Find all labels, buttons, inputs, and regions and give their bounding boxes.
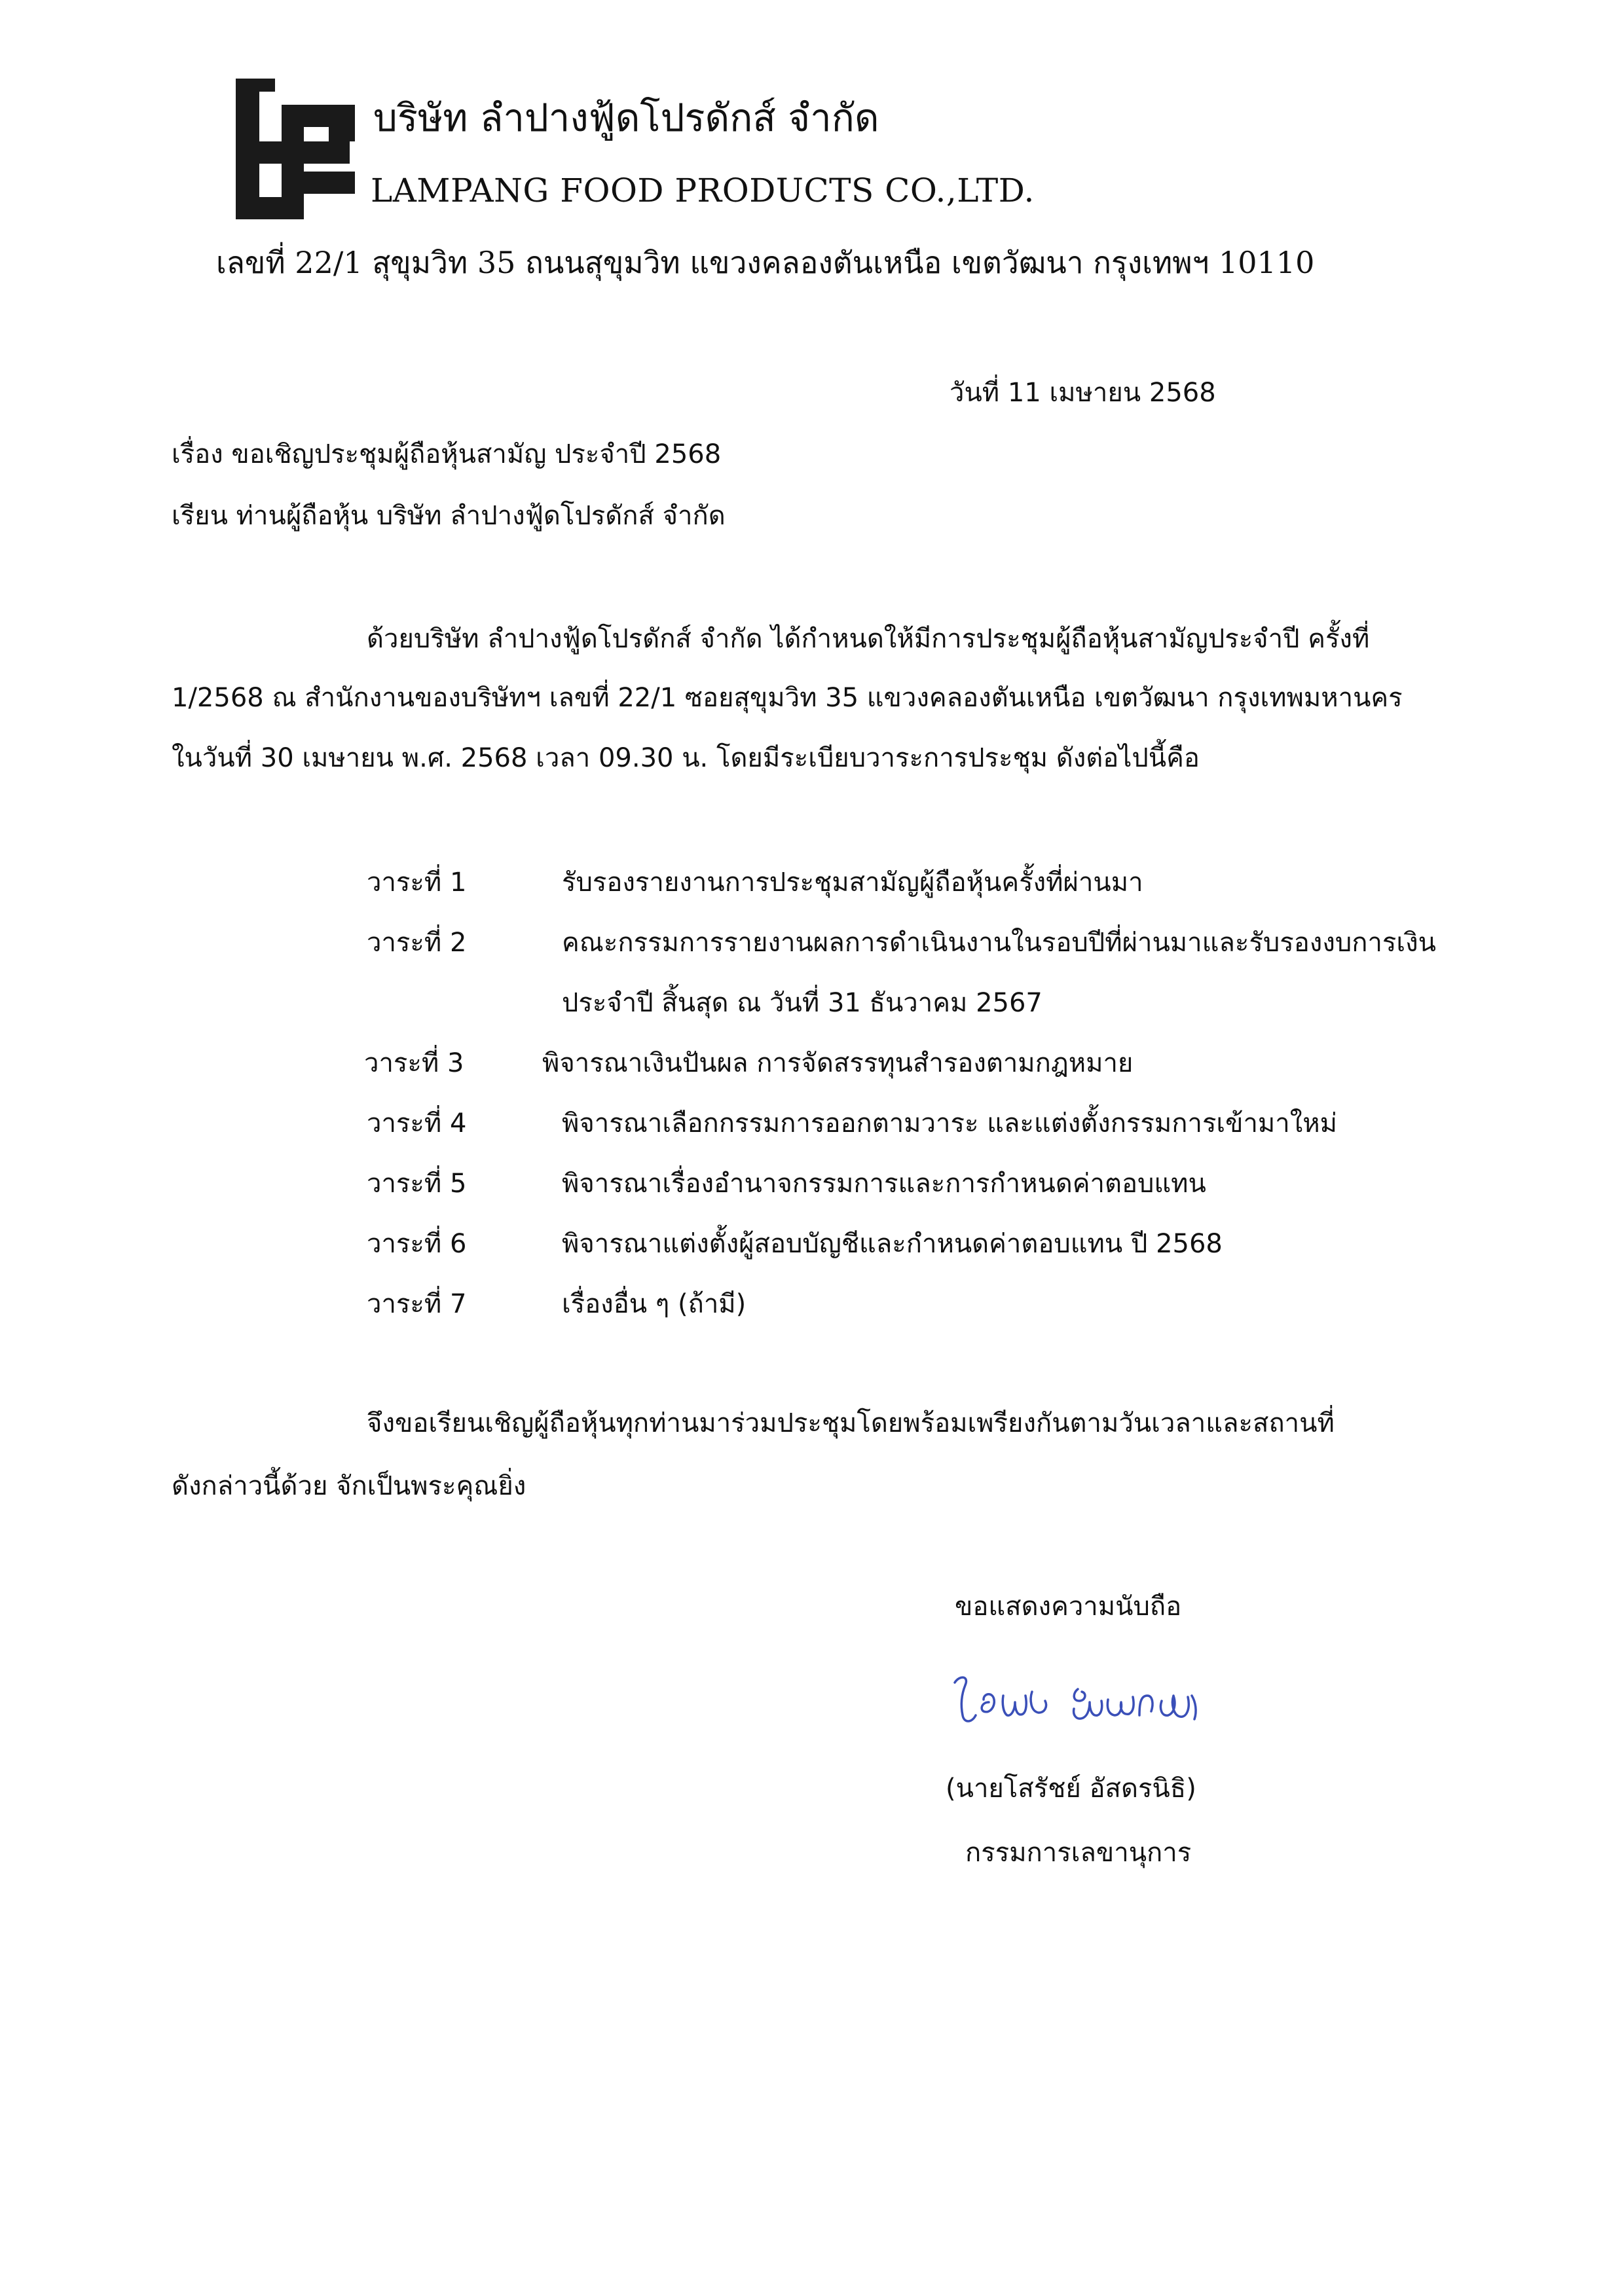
- agenda-description: พิจารณาแต่งตั้งผู้สอบบัญชีและกำหนดค่าตอบแทน ปี 2568: [562, 1229, 1223, 1259]
- signoff: ขอแสดงความนับถือ: [955, 1592, 1182, 1622]
- closing-line: จึงขอเรียนเชิญผู้ถือหุ้นทุกท่านมาร่วมประชุมโดยพร้อมเพรียงกันตามวันเวลาและสถานที่: [367, 1408, 1335, 1438]
- intro-line: 1/2568 ณ สำนักงานของบริษัทฯ เลขที่ 22/1 ซอยสุขุมวิท 35 แขวงคลองตันเหนือ เขตวัฒนา กรุงเทพมหานคร: [172, 683, 1403, 713]
- agenda-description: พิจารณาเลือกกรรมการออกตามวาระ และแต่งตั้งกรรมการเข้ามาใหม่: [562, 1108, 1338, 1139]
- letter-subject: เรื่อง ขอเชิญประชุมผู้ถือหุ้นสามัญ ประจำปี 2568: [172, 439, 722, 469]
- agenda-label: วาระที่ 6: [367, 1229, 467, 1259]
- agenda-description: รับรองรายงานการประชุมสามัญผู้ถือหุ้นครั้งที่ผ่านมา: [562, 867, 1143, 898]
- company-address: เลขที่ 22/1 สุขุมวิท 35 ถนนสุขุมวิท แขวงคลองตันเหนือ เขตวัฒนา กรุงเทพฯ 10110: [216, 245, 1315, 280]
- agenda-label: วาระที่ 4: [367, 1108, 467, 1139]
- agenda-description: พิจารณาเงินปันผล การจัดสรรทุนสำรองตามกฎหมาย: [542, 1048, 1134, 1078]
- closing-line: ดังกล่าวนี้ด้วย จักเป็นพระคุณยิ่ง: [172, 1471, 526, 1501]
- intro-line: ในวันที่ 30 เมษายน พ.ศ. 2568 เวลา 09.30 น. โดยมีระเบียบวาระการประชุม ดังต่อไปนี้คือ: [172, 743, 1200, 773]
- agenda-label: วาระที่ 5: [367, 1169, 467, 1199]
- handwritten-signature: [943, 1663, 1231, 1735]
- agenda-description: คณะกรรมการรายงานผลการดำเนินงานในรอบปีที่ผ่านมาและรับรองงบการเงิน: [562, 928, 1436, 958]
- agenda-description: เรื่องอื่น ๆ (ถ้ามี): [562, 1289, 747, 1319]
- company-name-english: LAMPANG FOOD PRODUCTS CO.,LTD.: [371, 172, 1035, 210]
- signatory-title: กรรมการเลขานุการ: [965, 1838, 1192, 1868]
- agenda-label: วาระที่ 3: [364, 1048, 464, 1078]
- signatory-name: (นายโสรัชย์ อัสดรนิธิ): [946, 1774, 1196, 1804]
- agenda-description: ประจำปี สิ้นสุด ณ วันที่ 31 ธันวาคม 2567: [562, 988, 1043, 1018]
- agenda-label: วาระที่ 1: [367, 867, 467, 898]
- agenda-label: วาระที่ 7: [367, 1289, 467, 1319]
- company-name-thai: บริษัท ลำปางฟู้ดโปรดักส์ จำกัด: [373, 96, 879, 140]
- agenda-description: พิจารณาเรื่องอำนาจกรรมการและการกำหนดค่าตอบแทน: [562, 1169, 1206, 1199]
- intro-line: ด้วยบริษัท ลำปางฟู้ดโปรดักส์ จำกัด ได้กำหนดให้มีการประชุมผู้ถือหุ้นสามัญประจำปี ครั้งที่: [367, 624, 1370, 654]
- letter-recipient: เรียน ท่านผู้ถือหุ้น บริษัท ลำปางฟู้ดโปรดักส์ จำกัด: [172, 501, 726, 531]
- company-logo-icon: [231, 79, 355, 219]
- letter-date: วันที่ 11 เมษายน 2568: [950, 378, 1216, 408]
- agenda-label: วาระที่ 2: [367, 928, 467, 958]
